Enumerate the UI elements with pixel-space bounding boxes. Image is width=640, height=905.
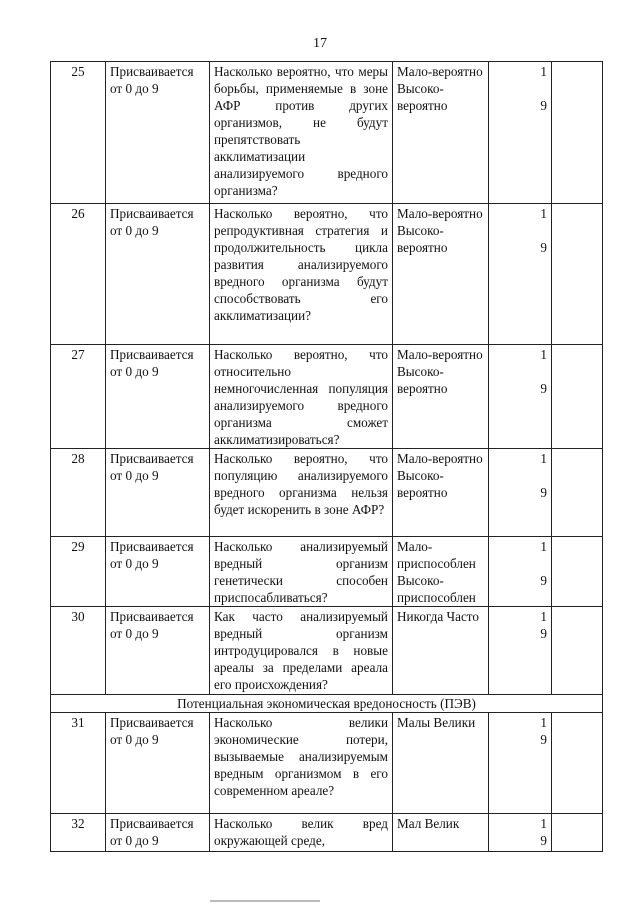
score-range: [489, 204, 552, 345]
question-text: Насколько вероятно, что популяцию анализируемого вредного организма нельзя будет искоренить в зоне АФР?: [210, 449, 393, 537]
score-low: 1: [540, 347, 547, 362]
score-range: [489, 537, 552, 607]
table-row: [51, 345, 603, 449]
question-text: Как часто анализируемый вредный организм интродуцировался в новые ареалы за пределами ареала его происхождения?: [210, 607, 393, 695]
value-cell[interactable]: [552, 204, 603, 345]
value-cell[interactable]: [552, 537, 603, 607]
row-number: 32: [51, 814, 106, 852]
question-text: Насколько вероятно, что меры борьбы, применяемые в зоне АФР против других организмов, не будут препятствовать акклиматизации анализируемого вредного организма?: [210, 62, 393, 204]
score-range: [489, 449, 552, 537]
score-range: [489, 607, 552, 695]
criteria-text: Мало-вероятно Высоко-вероятно: [393, 345, 489, 449]
score-range: [489, 62, 552, 204]
scoring-method: Присваивается от 0 до 9: [106, 713, 210, 814]
row-number: 30: [51, 607, 106, 695]
score-low: 1: [540, 816, 547, 831]
score-low: 1: [540, 206, 547, 221]
value-cell[interactable]: [552, 814, 603, 852]
score-low: 1: [540, 64, 547, 79]
criteria-text: Мало-вероятно Высоко-вероятно: [393, 204, 489, 345]
score-range: [489, 713, 552, 814]
criteria-text: Мало-вероятно Высоко-вероятно: [393, 62, 489, 204]
row-number: 29: [51, 537, 106, 607]
scoring-method: Присваивается от 0 до 9: [106, 345, 210, 449]
value-cell[interactable]: [552, 345, 603, 449]
risk-assessment-table: [50, 61, 603, 852]
section-heading: Потенциальная экономическая вредоносность (ПЭВ): [51, 695, 603, 713]
row-number: 26: [51, 204, 106, 345]
table-row: [51, 607, 603, 695]
score-high: 9: [540, 573, 547, 588]
scoring-method: Присваивается от 0 до 9: [106, 449, 210, 537]
criteria-text: Мало-вероятно Высоко-вероятно: [393, 449, 489, 537]
scoring-method: Присваивается от 0 до 9: [106, 537, 210, 607]
table-row: [51, 814, 603, 852]
row-number: 25: [51, 62, 106, 204]
score-high: 9: [540, 833, 547, 848]
question-text: Насколько вероятно, что относительно немногочисленная популяция анализируемого вредного организма сможет акклиматизироваться?: [210, 345, 393, 449]
score-high: 9: [540, 732, 547, 747]
score-low: 1: [540, 715, 547, 730]
score-range: [489, 814, 552, 852]
value-cell[interactable]: [552, 449, 603, 537]
value-cell[interactable]: [552, 607, 603, 695]
score-low: 1: [540, 451, 547, 466]
question-text: Насколько вероятно, что репродуктивная стратегия и продолжительность цикла развития анализируемого вредного организма будут способствовать его акклиматизации?: [210, 204, 393, 345]
criteria-text: Мало-приспособлен Высоко-приспособлен: [393, 537, 489, 607]
question-text: Насколько анализируемый вредный организм генетически способен приспосабливаться?: [210, 537, 393, 607]
score-high: 9: [540, 381, 547, 396]
question-text: Насколько велики экономические потери, вызываемые анализируемым вредным организмом в его современном ареале?: [210, 713, 393, 814]
page-number: 17: [313, 36, 327, 51]
scoring-method: Присваивается от 0 до 9: [106, 62, 210, 204]
row-number: 28: [51, 449, 106, 537]
scoring-method: Присваивается от 0 до 9: [106, 204, 210, 345]
score-high: 9: [540, 485, 547, 500]
table-row: [51, 537, 603, 607]
value-cell[interactable]: [552, 713, 603, 814]
table-row: [51, 449, 603, 537]
criteria-text: Мал Велик: [393, 814, 489, 852]
table-row: [51, 204, 603, 345]
score-high: 9: [540, 626, 547, 641]
table-row: [51, 62, 603, 204]
score-high: 9: [540, 98, 547, 113]
row-number: 31: [51, 713, 106, 814]
criteria-text: Никогда Часто: [393, 607, 489, 695]
score-low: 1: [540, 539, 547, 554]
value-cell[interactable]: [552, 62, 603, 204]
section-row: [51, 695, 603, 713]
criteria-text: Малы Велики: [393, 713, 489, 814]
question-text: Насколько велик вред окружающей среде,: [210, 814, 393, 852]
score-range: [489, 345, 552, 449]
score-high: 9: [540, 240, 547, 255]
score-low: 1: [540, 609, 547, 624]
row-number: 27: [51, 345, 106, 449]
scoring-method: Присваивается от 0 до 9: [106, 814, 210, 852]
scoring-method: Присваивается от 0 до 9: [106, 607, 210, 695]
table-row: [51, 713, 603, 814]
scan-edge-line: [210, 900, 320, 902]
